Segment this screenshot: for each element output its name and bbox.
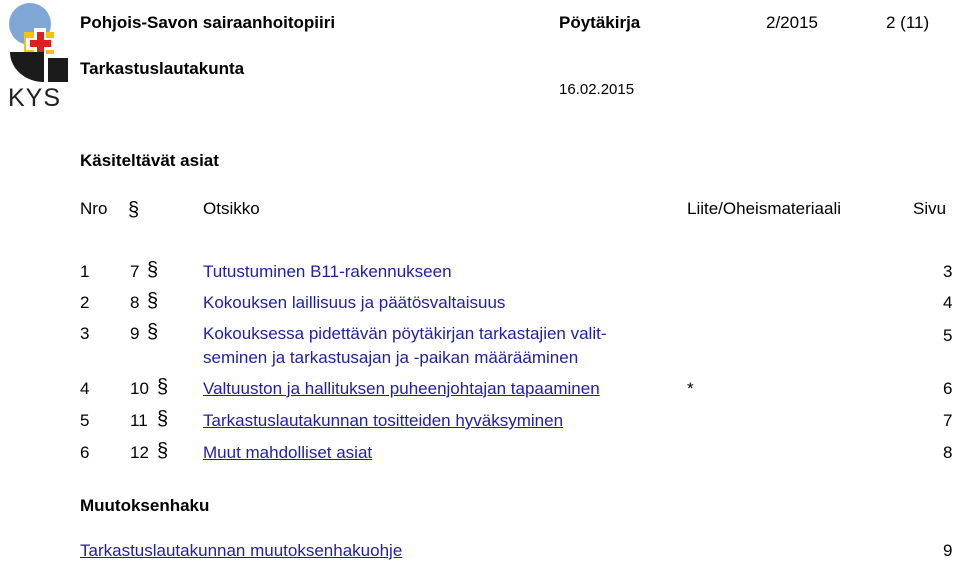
item-title-link[interactable]: Tutustuminen B11-rakennukseen xyxy=(203,262,452,281)
item-page: 5 xyxy=(943,326,953,345)
item-page: 7 xyxy=(943,411,953,430)
item-paragraph: 10 xyxy=(130,379,149,398)
meeting-date: 16.02.2015 xyxy=(559,81,635,98)
column-otsikko: Otsikko xyxy=(203,199,260,218)
item-paragraph: 7 xyxy=(130,262,140,281)
item-title-link[interactable]: Valtuuston ja hallituksen puheenjohtajan tapaaminen xyxy=(203,379,600,398)
item-nro: 2 xyxy=(80,293,90,312)
section-sign-icon: § xyxy=(147,290,159,312)
column-nro: Nro xyxy=(80,199,108,218)
item-title-link-continued[interactable]: seminen ja tarkastusajan ja -paikan määrääminen xyxy=(203,348,579,367)
appeal-instructions-link[interactable]: Tarkastuslautakunnan muutoksenhakuohje xyxy=(80,541,403,560)
appeal-page: 9 xyxy=(943,541,953,560)
item-title-link[interactable]: Tarkastuslautakunnan tositteiden hyväksyminen xyxy=(203,411,564,430)
section-sign-icon: § xyxy=(147,259,159,281)
item-paragraph: 12 xyxy=(130,443,149,462)
organization-name: Pohjois-Savon sairaanhoitopiiri xyxy=(80,13,336,32)
item-nro: 6 xyxy=(80,443,90,462)
section-sign-icon: § xyxy=(157,408,169,430)
item-paragraph: 11 xyxy=(130,411,148,430)
item-title-link[interactable]: Kokouksessa pidettävän pöytäkirjan tarkastajien valit- xyxy=(203,324,607,343)
board-name: Tarkastuslautakunta xyxy=(80,59,245,78)
section-sign-icon: § xyxy=(157,440,169,462)
page-info: 2 (11) xyxy=(886,13,930,32)
column-sivu: Sivu xyxy=(913,199,947,218)
document-type: Pöytäkirja xyxy=(559,13,641,32)
item-nro: 5 xyxy=(80,411,90,430)
item-paragraph: 8 xyxy=(130,293,140,312)
item-nro: 3 xyxy=(80,324,90,343)
item-page: 6 xyxy=(943,379,953,398)
section-sign-icon: § xyxy=(157,376,169,398)
item-page: 3 xyxy=(943,262,953,281)
column-liite: Liite/Oheismateriaali xyxy=(687,199,842,218)
logo-text: KYS xyxy=(8,84,62,112)
item-title-link[interactable]: Kokouksen laillisuus ja päätösvaltaisuus xyxy=(203,293,506,312)
item-nro: 4 xyxy=(80,379,90,398)
item-nro: 1 xyxy=(80,262,90,281)
document-number: 2/2015 xyxy=(766,13,818,32)
item-title-link[interactable]: Muut mahdolliset asiat xyxy=(203,443,373,462)
kys-logo xyxy=(4,2,72,114)
item-page: 4 xyxy=(943,293,953,312)
column-section-sign: § xyxy=(128,199,140,221)
appeal-title: Muutoksenhaku xyxy=(80,496,210,515)
agenda-title: Käsiteltävät asiat xyxy=(80,151,219,170)
section-sign-icon: § xyxy=(147,321,159,343)
item-attachment-marker: * xyxy=(687,379,694,398)
kys-logo-graphic xyxy=(4,2,72,86)
item-paragraph: 9 xyxy=(130,324,140,343)
item-page: 8 xyxy=(943,443,953,462)
